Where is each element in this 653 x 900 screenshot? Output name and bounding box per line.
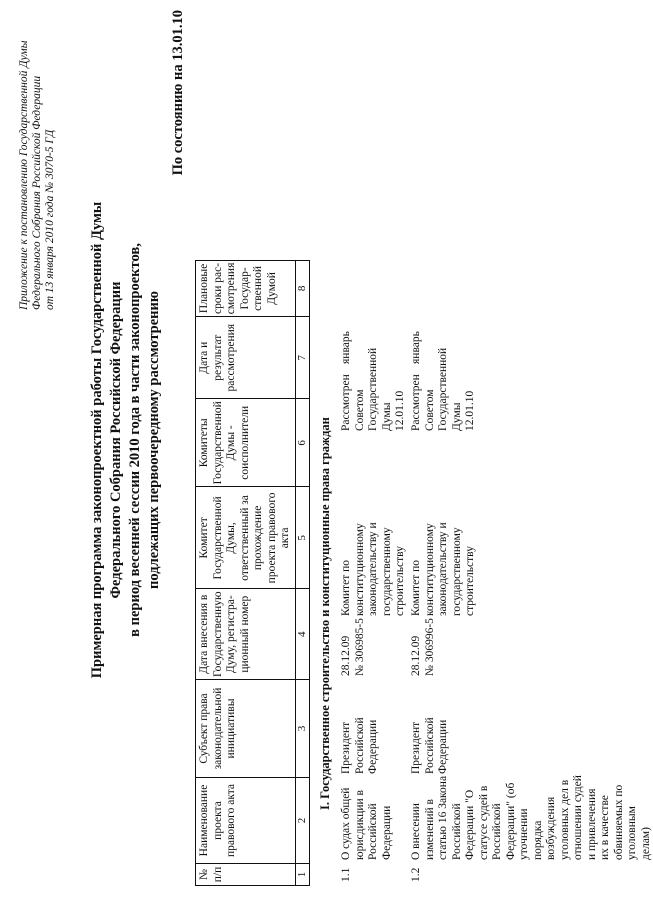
- row-committee: Комитет по конституционному законодательству и государственному строительству: [410, 522, 476, 616]
- annex-line: Приложение к постановлению Государственной Думы: [18, 40, 30, 310]
- header-co-committees: Комитеты Государственной Думы - соисполнители: [196, 399, 296, 487]
- table-row: [340, 326, 406, 886]
- column-number: 3: [295, 680, 309, 778]
- table-header-row: [196, 260, 296, 885]
- row-result: Рассмотрен Советом Государственной Думы 12.01.10: [340, 347, 406, 431]
- title-line: подлежащих первоочередному рассмотрению: [146, 291, 162, 589]
- row-number: 1.1: [340, 867, 352, 882]
- row-name: О внесении изменений в статью 16 Закона Российской Федерации "О статусе судей в Российской Федерации" (об уточнении порядка возбуждения уголовных дел в отношении судей и привлечения их в качестве обвиняемых по уголовным делам): [410, 775, 652, 860]
- row-subject: Президент Российской Федерации: [410, 717, 449, 774]
- column-number: 5: [295, 487, 309, 589]
- row-term: январь: [410, 331, 422, 364]
- row-number: 1.2: [410, 867, 422, 882]
- column-number: 2: [295, 778, 309, 864]
- document-title: [88, 40, 164, 840]
- status-date: По состоянию на 13.01.10: [170, 10, 186, 176]
- row-result: Рассмотрен Советом Государственной Думы 12.01.10: [410, 347, 476, 431]
- header-term: Плановые сроки рас-смотрения Государ-ственной Думой: [196, 260, 296, 317]
- column-number: 7: [295, 317, 309, 399]
- annex-line: от 13 января 2010 года № 3070-5 ГД: [44, 129, 56, 310]
- section-title: I. Государственное строительство и конституционные права граждан: [318, 417, 332, 810]
- row-date: [410, 616, 437, 676]
- row-date-value: 28.12.09: [410, 635, 422, 676]
- header-date: Дата внесения в Государственную Думу, регистра-ционный номер: [196, 589, 296, 680]
- row-committee: Комитет по конституционному законодательству и государственному строительству: [340, 522, 406, 616]
- column-number: 4: [295, 589, 309, 680]
- table-row: [410, 326, 652, 886]
- title-line: Федерального Собрания Российской Федерации: [108, 281, 124, 599]
- row-name: О судах общей юрисдикции в Российской Федерации: [340, 787, 393, 860]
- column-number: 1: [295, 864, 309, 886]
- header-name: Наименование проекта правового акта: [196, 778, 296, 864]
- header-subject: Субъект права законодательной инициативы: [196, 680, 296, 778]
- row-date: [340, 616, 367, 676]
- column-number-row: [295, 260, 309, 885]
- header-result: Дата и результат рассмотрения: [196, 317, 296, 399]
- row-reg-number: № 306985-5: [353, 618, 366, 676]
- title-line: Примерная программа законопроектной работы Государственной Думы: [89, 201, 105, 679]
- row-term: январь: [340, 331, 352, 364]
- header-num: № п/п: [196, 864, 296, 886]
- row-subject: Президент Российской Федерации: [340, 717, 379, 774]
- title-line: в период весенней сессии 2010 года в части законопроектов,: [127, 243, 143, 637]
- column-number: 8: [295, 260, 309, 317]
- row-reg-number: № 306996-5: [423, 618, 436, 676]
- annex-note: [18, 10, 57, 310]
- column-number: 6: [295, 399, 309, 487]
- header-committee: Комитет Государственной Думы, ответственный за прохождение проекта правового акта: [196, 487, 296, 589]
- program-table: [195, 260, 310, 886]
- row-date-value: 28.12.09: [340, 635, 352, 676]
- annex-line: Федерального Собрания Российской Федерации: [31, 75, 43, 310]
